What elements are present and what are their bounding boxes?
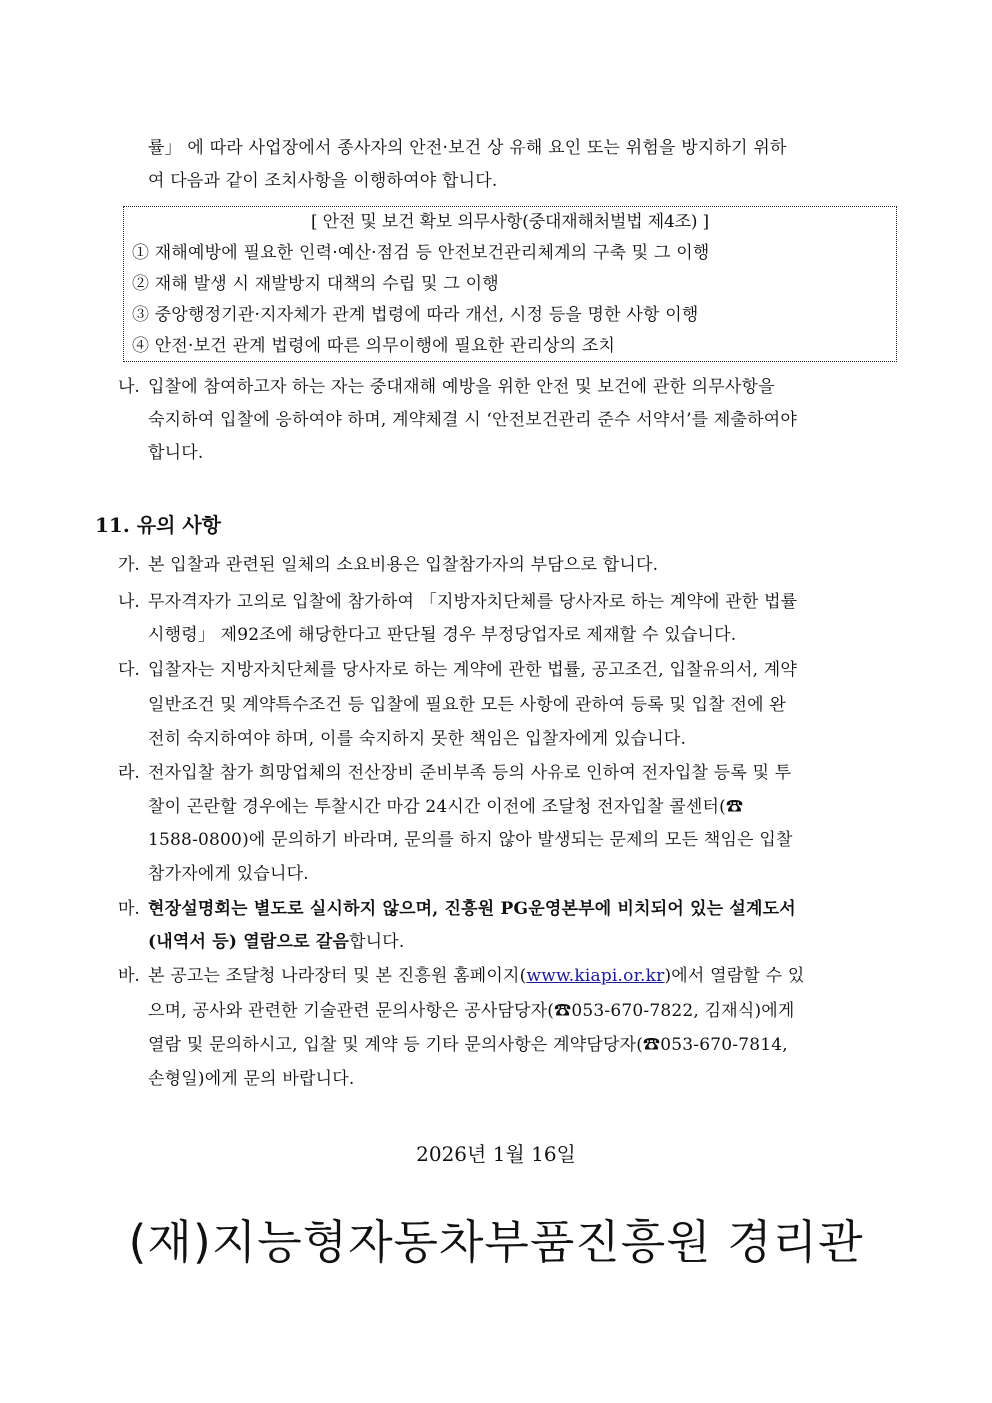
- item-na-line-1: 무자격자가 고의로 입찰에 참가하여 「지방자치단체를 당사자로 하는 계약에 관한 법률: [148, 592, 798, 612]
- signature-organization: (재)지능형자동차부품진흥원 경리관: [128, 1215, 864, 1269]
- item-ba-line-4: 손형일)에게 문의 바랍니다.: [148, 1069, 355, 1089]
- item-ba-line-2: 으며, 공사와 관련한 기술관련 문의사항은 공사담당자(☎053-670-7822, 김재식)에게: [148, 1001, 795, 1021]
- item-ra-line-3: 1588-0800)에 문의하기 바라며, 문의를 하지 않아 발생되는 문제의 모든 책임은 입찰: [148, 830, 793, 850]
- item-ba-marker: 바.: [118, 966, 140, 986]
- item-ba-line-3: 열람 및 문의하시고, 입찰 및 계약 등 기타 문의사항은 계약담당자(☎053-670-7814,: [148, 1035, 788, 1055]
- obligation-item-1: ① 재해예방에 필요한 인력·예산·점검 등 안전보건관리체계의 구축 및 그 이행: [132, 243, 710, 263]
- item-na-prev-line-1: 입찰에 참여하고자 하는 자는 중대재해 예방을 위한 안전 및 보건에 관한 의무사항을: [148, 377, 775, 397]
- item-ga-line-1: 본 입찰과 관련된 일체의 소요비용은 입찰참가자의 부담으로 합니다.: [148, 555, 659, 575]
- item-na-prev-line-2: 숙지하여 입찰에 응하여야 하며, 계약체결 시 ‘안전보건관리 준수 서약서’를 제출하여야: [148, 410, 798, 430]
- item-na-line-2: 시행령」 제92조에 해당한다고 판단될 경우 부정당업자로 제재할 수 있습니다.: [148, 625, 737, 645]
- item-da-line-3: 전히 숙지하여야 하며, 이를 숙지하지 못한 책임은 입찰자에게 있습니다.: [148, 729, 687, 749]
- item-ba-line-1: [148, 963, 804, 989]
- issue-date: 2026년 1월 16일: [416, 1142, 576, 1166]
- homepage-link[interactable]: www.kiapi.or.kr: [526, 966, 665, 986]
- obligation-item-4: ④ 안전·보건 관계 법령에 따른 의무이행에 필요한 관리상의 조치: [132, 336, 616, 356]
- obligation-box-title: [ 안전 및 보건 확보 의무사항(중대재해처벌법 제4조) ]: [310, 212, 709, 232]
- obligation-item-2: ② 재해 발생 시 재발방지 대책의 수립 및 그 이행: [132, 274, 499, 294]
- item-na-marker: 나.: [118, 592, 140, 612]
- item-ba-line-1-post: )에서 열람할 수 있: [664, 966, 805, 986]
- item-da-line-1: 입찰자는 지방자치단체를 당사자로 하는 계약에 관한 법률, 공고조건, 입찰유의서, 계약: [148, 660, 798, 680]
- item-ma-marker: 마.: [118, 899, 140, 919]
- item-ra-marker: 라.: [118, 763, 140, 783]
- item-da-line-2: 일반조건 및 계약특수조건 등 입찰에 필요한 모든 사항에 관하여 등록 및 입찰 전에 완: [148, 695, 786, 715]
- obligation-item-3: ③ 중앙행정기관·지자체가 관계 법령에 따라 개선, 시정 등을 명한 사항 이행: [132, 305, 699, 325]
- item-ma-line-2-bold: (내역서 등) 열람으로 갈음: [148, 932, 350, 952]
- intro-line-2: 여 다음과 같이 조치사항을 이행하여야 합니다.: [148, 171, 498, 191]
- item-na-prev-line-3: 합니다.: [148, 443, 204, 463]
- item-ma-line-2: [148, 929, 405, 955]
- item-ga-marker: 가.: [118, 555, 140, 575]
- item-ra-line-2: 찰이 곤란할 경우에는 투찰시간 마감 24시간 이전에 조달청 전자입찰 콜센터(☎: [148, 797, 744, 817]
- item-ra-line-4: 참가자에게 있습니다.: [148, 864, 309, 884]
- item-ra-line-1: 전자입찰 참가 희망업체의 전산장비 준비부족 등의 사유로 인하여 전자입찰 등록 및 투: [148, 763, 792, 783]
- item-na-prev-marker: 나.: [118, 377, 140, 397]
- section-11-heading: 11. 유의 사항: [95, 513, 222, 537]
- item-ma-line-1: 현장설명회는 별도로 실시하지 않으며, 진흥원 PG운영본부에 비치되어 있는 설계도서: [148, 899, 796, 919]
- item-da-marker: 다.: [118, 660, 140, 680]
- obligation-box: [123, 206, 897, 362]
- intro-line-1: 률」 에 따라 사업장에서 종사자의 안전·보건 상 유해 요인 또는 위험을 방지하기 위하: [148, 138, 787, 158]
- item-ba-line-1-pre: 본 공고는 조달청 나라장터 및 본 진흥원 홈페이지(: [148, 966, 527, 986]
- item-ma-line-2-rest: 합니다.: [349, 932, 405, 952]
